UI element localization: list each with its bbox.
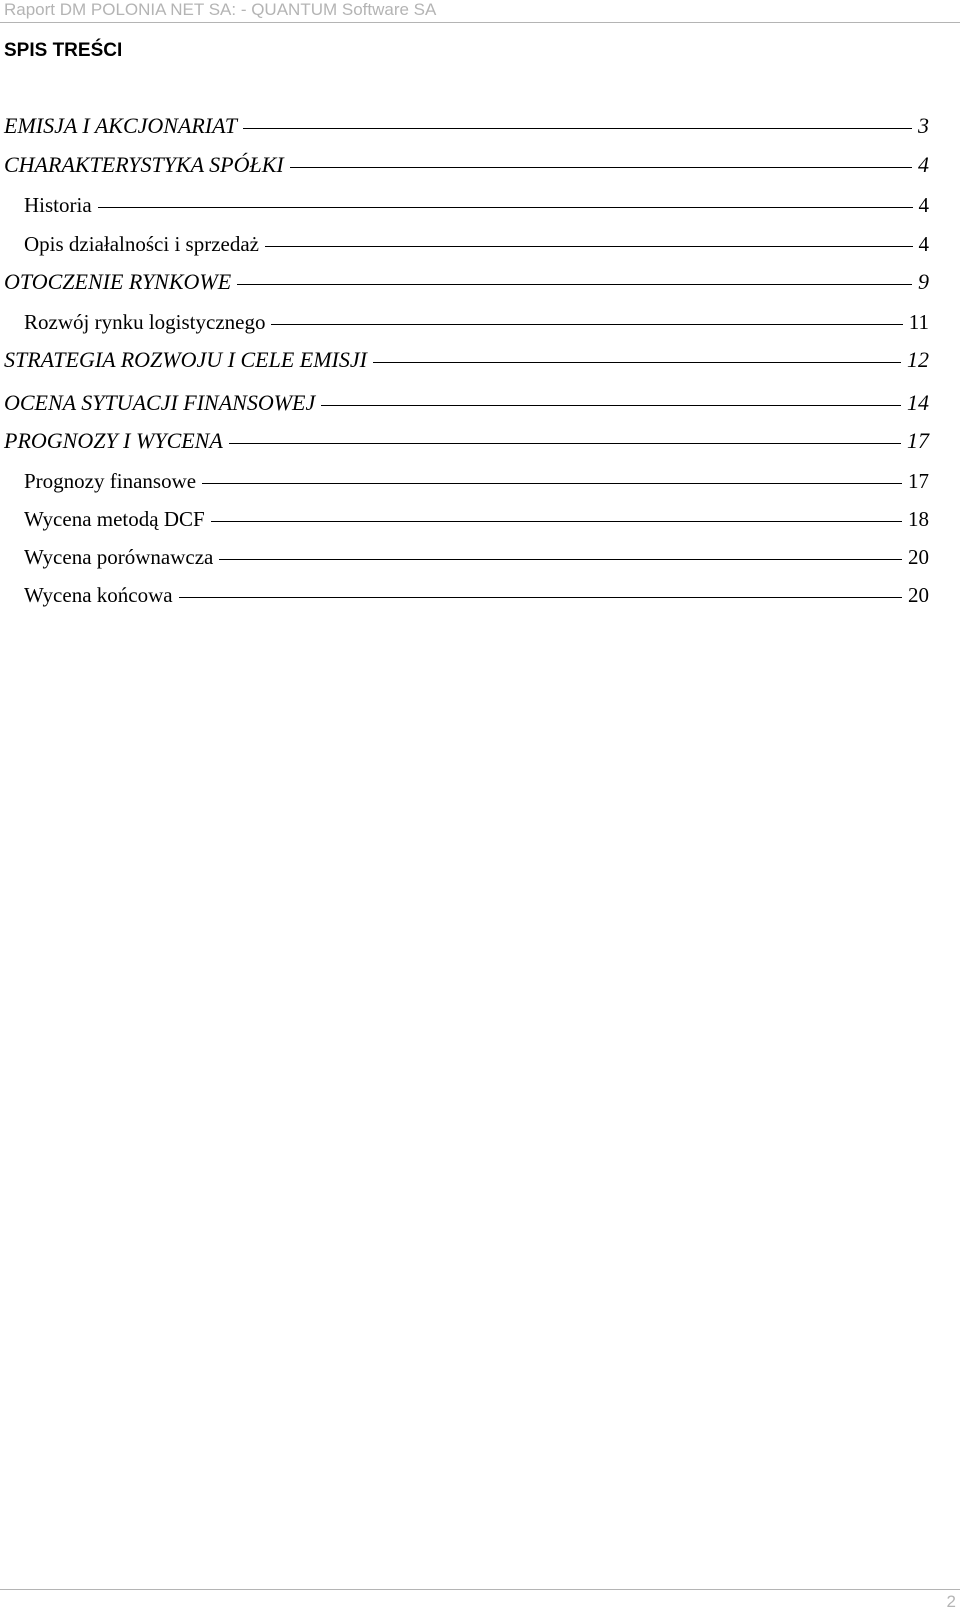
toc-entry[interactable]: [4, 346, 929, 374]
toc-leader-line: [265, 246, 913, 247]
toc-entry[interactable]: [24, 191, 929, 219]
toc-entry-page: 20: [908, 545, 929, 569]
toc-entry[interactable]: [4, 427, 929, 455]
toc-entry[interactable]: [24, 543, 929, 571]
toc-leader-line: [321, 405, 901, 406]
toc-entry-title: Wycena metodą DCF: [24, 507, 205, 531]
toc-entry-page: 4: [918, 152, 929, 177]
toc-entry-title: Historia: [24, 193, 92, 217]
footer-divider: [0, 1589, 960, 1590]
toc-entry-title: Prognozy finansowe: [24, 469, 197, 493]
toc-entry-title: Rozwój rynku logistycznego: [24, 310, 266, 334]
toc-leader-line: [219, 559, 902, 560]
toc-entry-page: 17: [908, 469, 929, 493]
toc-leader-line: [211, 521, 902, 522]
toc-entry-title: OTOCZENIE RYNKOWE: [4, 269, 232, 294]
toc-entry-title: Wycena końcowa: [24, 583, 173, 607]
toc-entry-title: OCENA SYTUACJI FINANSOWEJ: [4, 390, 316, 415]
page-number: 2: [946, 1592, 956, 1611]
toc-entry-title: Wycena porównawcza: [24, 545, 214, 569]
toc-entry-title: CHARAKTERYSTYKA SPÓŁKI: [4, 152, 284, 177]
header-divider: [0, 22, 960, 23]
toc-leader-line: [243, 128, 912, 129]
toc-leader-line: [229, 443, 901, 444]
toc-leader-line: [290, 167, 912, 168]
toc-entry[interactable]: [24, 505, 929, 533]
toc-entry-page: 14: [907, 390, 929, 415]
toc-leader-line: [271, 324, 902, 325]
toc-entry[interactable]: [24, 230, 929, 258]
toc-leader-line: [98, 207, 913, 208]
toc-entry-page: 18: [908, 507, 929, 531]
toc-entry-page: 11: [908, 310, 929, 334]
toc-leader-line: [237, 284, 912, 285]
toc-entry-title: PROGNOZY I WYCENA: [4, 428, 223, 453]
toc-entry-page: 4: [918, 193, 929, 217]
toc-leader-line: [179, 597, 902, 598]
toc-entry[interactable]: [4, 389, 929, 417]
toc-entry-page: 17: [907, 428, 929, 453]
toc-entry-page: 9: [918, 269, 929, 294]
toc-entry-page: 3: [918, 113, 929, 138]
toc-entry[interactable]: [4, 268, 929, 296]
toc-entry[interactable]: [24, 308, 929, 336]
toc-entry-page: 12: [907, 347, 929, 372]
toc-heading: SPIS TREŚCI: [4, 40, 123, 61]
toc-entry-title: EMISJA I AKCJONARIAT: [4, 113, 237, 138]
toc-entry-title: Opis działalności i sprzedaż: [24, 232, 259, 256]
toc-leader-line: [202, 483, 902, 484]
toc-entry[interactable]: [4, 151, 929, 179]
toc-entry[interactable]: [24, 467, 929, 495]
toc-entry-page: 20: [908, 583, 929, 607]
toc-entry-title: STRATEGIA ROZWOJU I CELE EMISJI: [4, 347, 367, 372]
toc-entry[interactable]: [4, 112, 929, 140]
running-header: Raport DM POLONIA NET SA: - QUANTUM Software SA: [4, 0, 437, 19]
toc-leader-line: [373, 362, 901, 363]
toc-entry-page: 4: [918, 232, 929, 256]
toc-entry[interactable]: [24, 581, 929, 609]
